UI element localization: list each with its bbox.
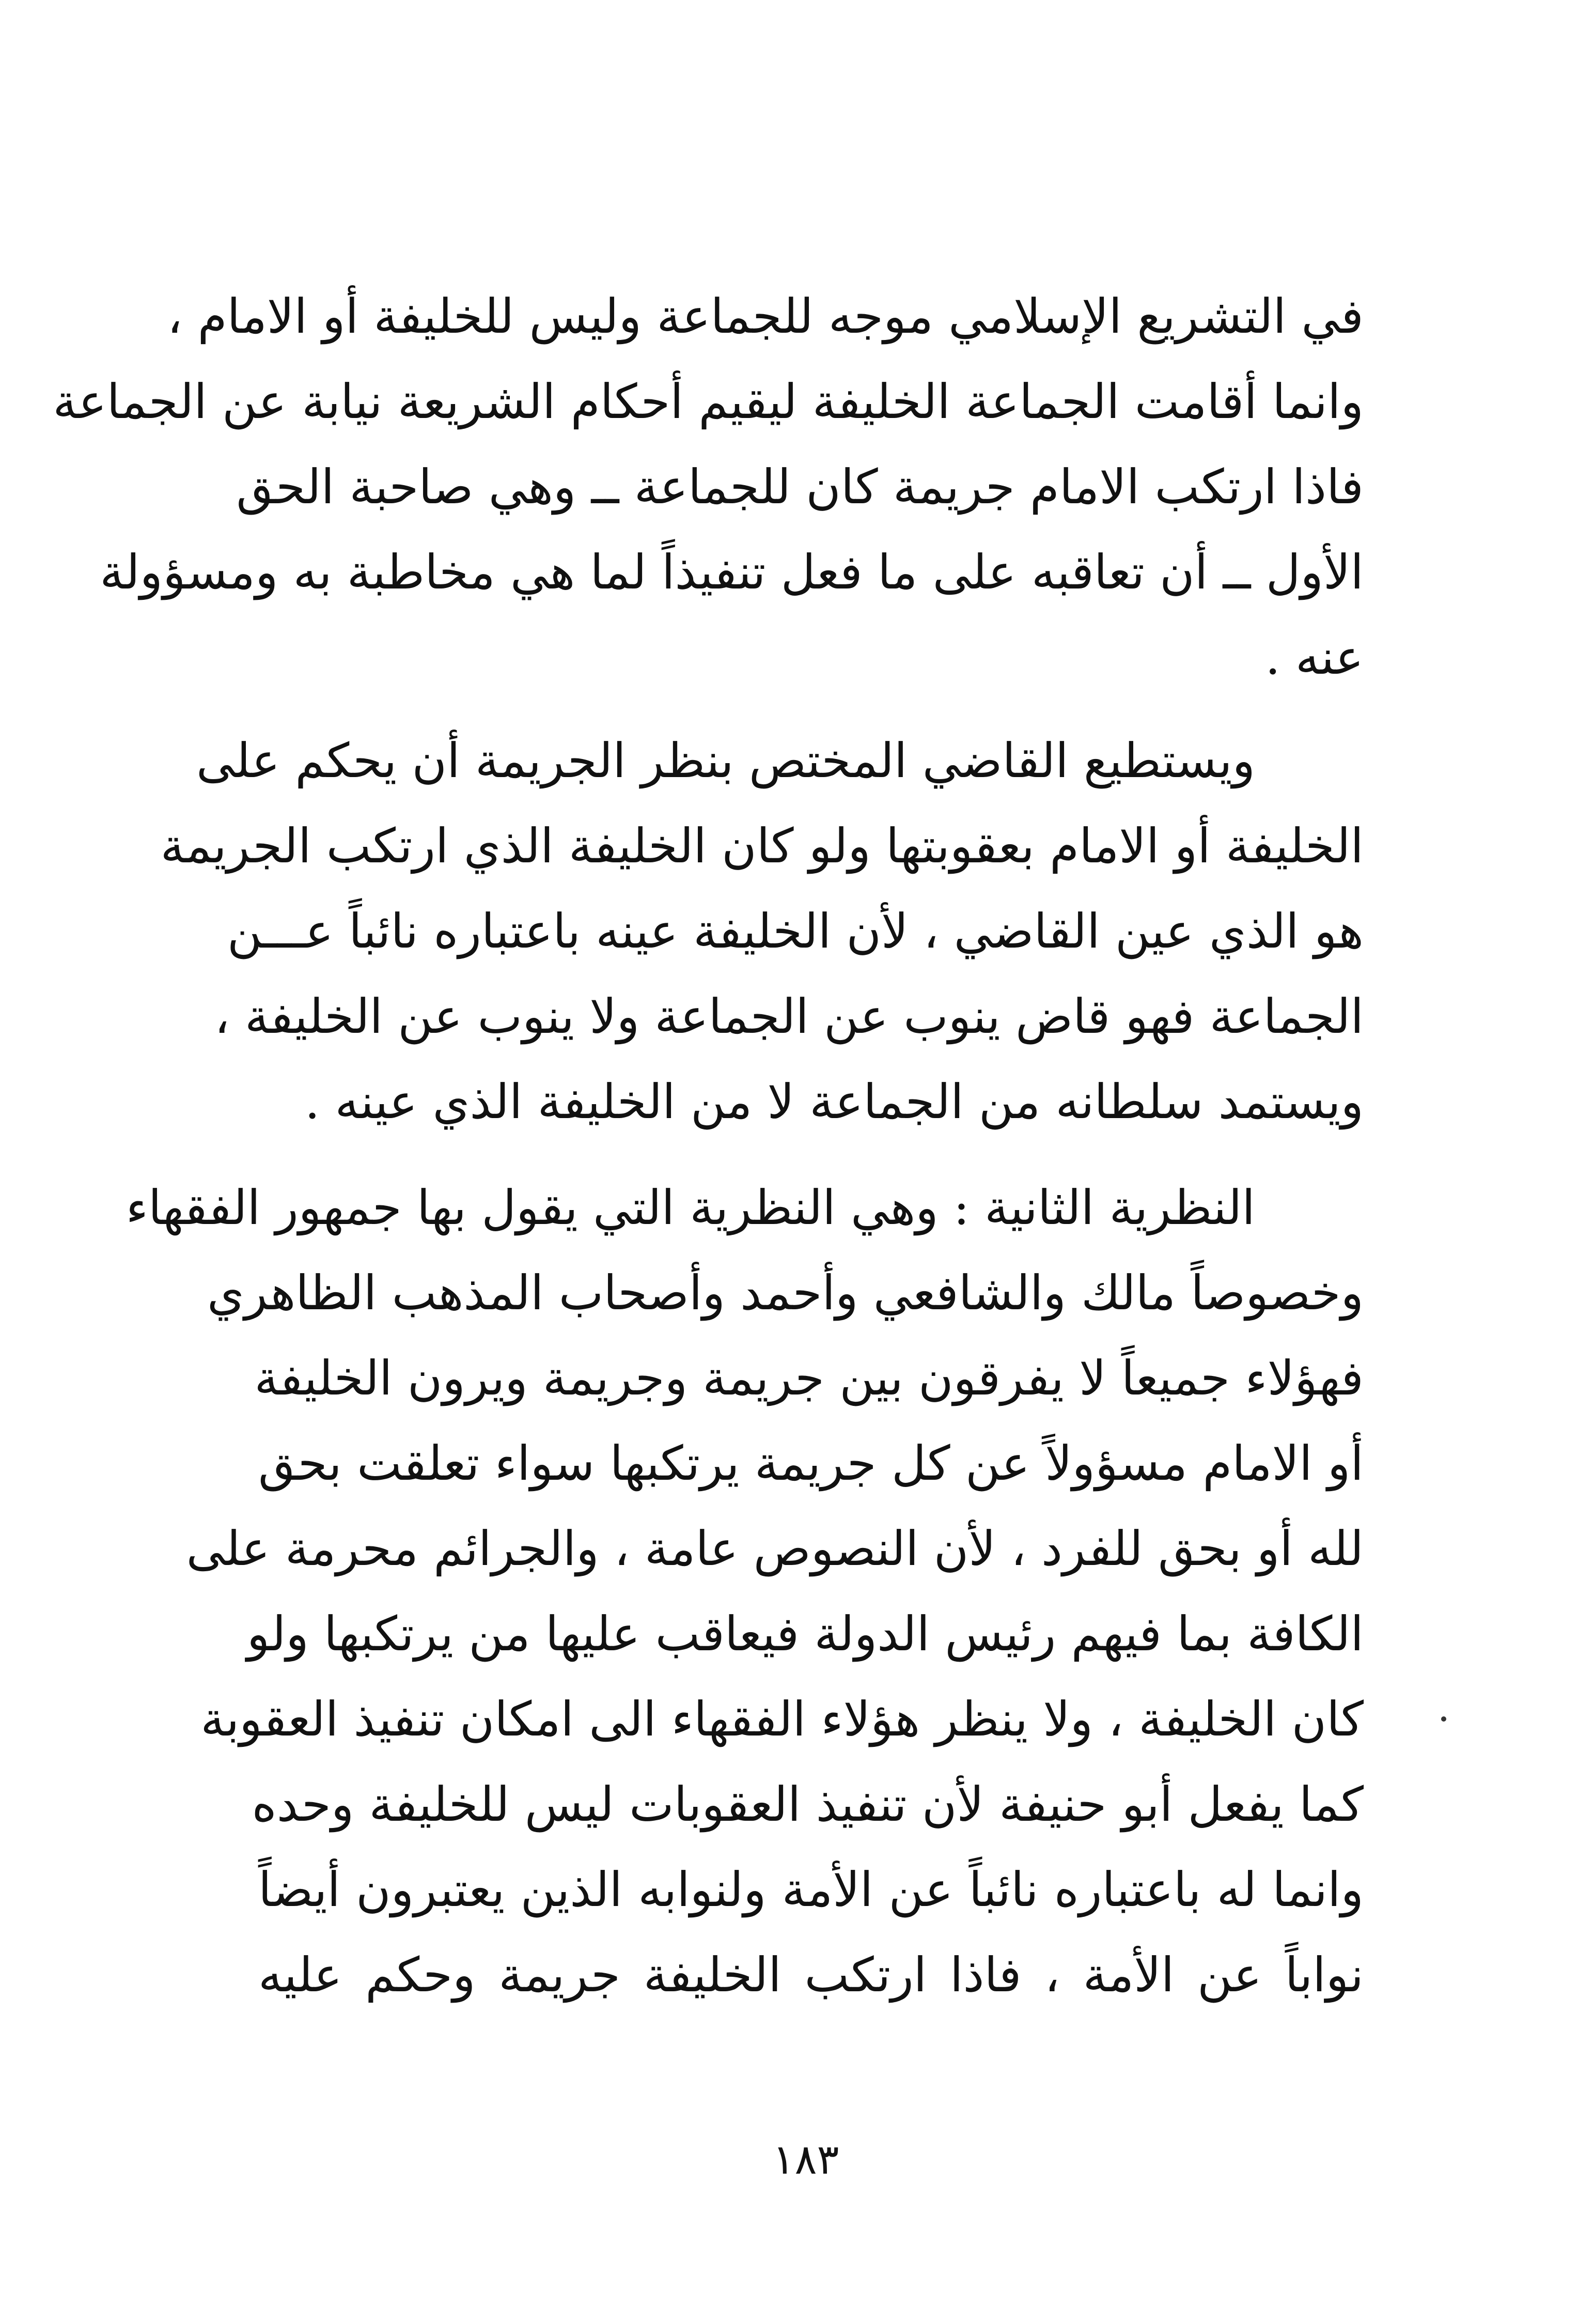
margin-mark	[1441, 1716, 1446, 1722]
text-line: الخليفة أو الامام بعقوبتها ولو كان الخليفة الذي ارتكب الجريمة	[160, 818, 1364, 874]
text-line: وخصوصاً مالك والشافعي وأحمد وأصحاب المذهب الظاهري	[207, 1265, 1364, 1321]
text-line: وانما له باعتباره نائباً عن الأمة ولنوابه الذين يعتبرون أيضاً	[258, 1862, 1364, 1917]
page-number: ١٨٣	[772, 2135, 839, 2183]
paragraph-3	[126, 1165, 1364, 2018]
text-line: فهؤلاء جميعاً لا يفرقون بين جريمة وجريمة ويرون الخليفة	[254, 1351, 1364, 1406]
text-line: الكافة بما فيهم رئيس الدولة فيعاقب عليها من يرتكبها ولو	[246, 1606, 1364, 1662]
text-line: ويستمد سلطانه من الجماعة لا من الخليفة الذي عينه .	[305, 1074, 1364, 1129]
text-line: فاذا ارتكب الامام جريمة كان للجماعة ــ وهي صاحبة الحق	[236, 459, 1364, 515]
text-line: الأول ــ أن تعاقبه على ما فعل تنفيذاً لما هي مخاطبة به ومسؤولة	[100, 545, 1364, 600]
text-line: وانما أقامت الجماعة الخليفة ليقيم أحكام الشريعة نيابة عن الجماعة	[53, 374, 1364, 429]
text-line: في التشريع الإسلامي موجه للجماعة وليس للخليفة أو الامام ،	[167, 289, 1364, 344]
text-line: النظرية الثانية : وهي النظرية التي يقول بها جمهور الفقهاء	[126, 1180, 1255, 1235]
text-line: الجماعة فهو قاض ينوب عن الجماعة ولا ينوب عن الخليفة ،	[214, 989, 1364, 1044]
text-line: كما يفعل أبو حنيفة لأن تنفيذ العقوبات ليس للخليفة وحده	[252, 1777, 1364, 1832]
text-line: أو الامام مسؤولاً عن كل جريمة يرتكبها سواء تعلقت بحق	[258, 1436, 1364, 1491]
text-line: عنه .	[1265, 630, 1364, 685]
text-line: كان الخليفة ، ولا ينظر هؤلاء الفقهاء الى امكان تنفيذ العقوبة	[200, 1692, 1364, 1747]
text-line: هو الذي عين القاضي ، لأن الخليفة عينه باعتباره نائباً عـــن	[227, 904, 1364, 959]
paragraph-1	[53, 274, 1364, 700]
text-line: ويستطيع القاضي المختص بنظر الجريمة أن يحكم على	[196, 733, 1255, 788]
text-line: لله أو بحق للفرد ، لأن النصوص عامة ، والجرائم محرمة على	[186, 1521, 1364, 1576]
paragraph-2	[160, 718, 1364, 1144]
text-line: نواباً عن الأمة ، فاذا ارتكب الخليفة جريمة وحكم عليه	[258, 1947, 1364, 2003]
